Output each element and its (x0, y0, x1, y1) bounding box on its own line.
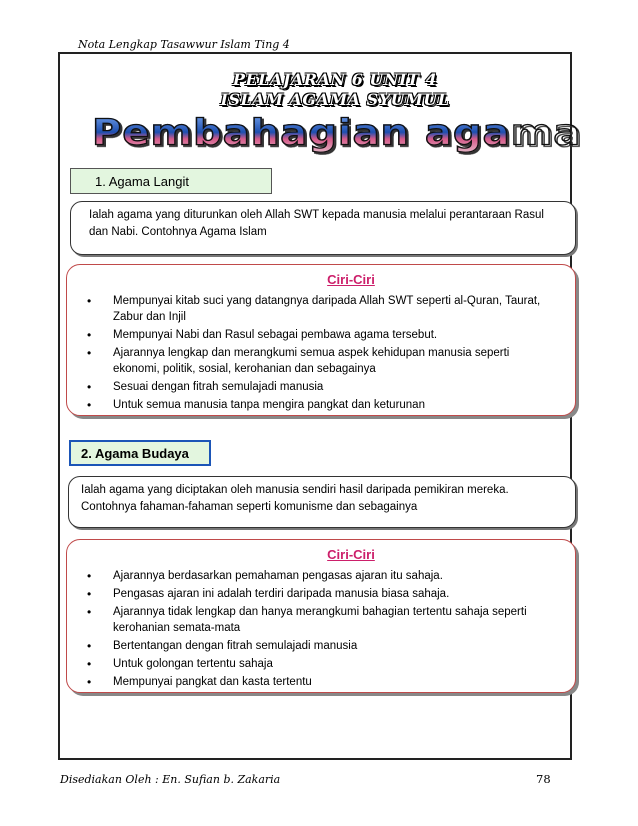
list-item-text: Sesuai dengan fitrah semulajadi manusia (113, 381, 324, 393)
list-item-text: Untuk semua manusia tanpa mengira pangkat dan keturunan (113, 399, 425, 411)
section1-label: 1. Agama Langit (70, 168, 272, 194)
bullet-icon: • (87, 639, 92, 653)
list-item-text: Mempunyai Nabi dan Rasul sebagai pembawa agama tersebut. (113, 329, 438, 341)
bullet-icon: • (87, 398, 92, 412)
list-item-text: Ajarannya tidak lengkap dan hanya merangkumi bahagian tertentu sahaja seperti kerohanian semata-mata (113, 606, 527, 634)
lesson-title: PELAJARAN 6 UNIT 4 (232, 70, 438, 89)
list-item-text: Mempunyai pangkat dan kasta tertentu (113, 676, 312, 688)
page-number: 78 (536, 772, 551, 786)
list-item-text: Pengasas ajaran ini adalah terdiri daripada manusia biasa sahaja. (113, 588, 450, 600)
bullet-icon: • (87, 587, 92, 601)
bullet-icon: • (87, 605, 92, 619)
header-note: Nota Lengkap Tasawwur Islam Ting 4 (78, 38, 290, 51)
list-item (67, 345, 575, 377)
list-item (67, 674, 575, 690)
section1-ciri-box (66, 264, 576, 416)
bullet-icon: • (87, 380, 92, 394)
bullet-icon: • (87, 328, 92, 342)
bullet-icon: • (87, 346, 92, 360)
list-item-text: Bertentangan dengan fitrah semulajadi manusia (113, 640, 358, 652)
list-item-text: Mempunyai kitab suci yang datangnya daripada Allah SWT seperti al-Quran, Taurat, Zabur dan Injil (113, 295, 541, 323)
list-item-text: Ajarannya lengkap dan merangkumi semua aspek kehidupan manusia seperti ekonomi, politik, sosial, kerohanian dan sebagainya (113, 347, 510, 375)
section2-label: 2. Agama Budaya (69, 440, 211, 466)
list-item-text: Untuk golongan tertentu sahaja (113, 658, 273, 670)
list-item-text: Ajarannya berdasarkan pemahaman pengasas ajaran itu sahaja. (113, 570, 443, 582)
section2-ciri-box (66, 539, 576, 693)
bullet-icon: • (87, 675, 92, 689)
bullet-icon: • (87, 294, 92, 308)
bullet-icon: • (87, 569, 92, 583)
list-item (67, 327, 575, 343)
section1-definition: Ialah agama yang diturunkan oleh Allah SWT kepada manusia melalui perantaraan Rasul dan Nabi. Contohnya Agama Islam (70, 201, 576, 255)
list-item (67, 568, 575, 584)
list-item (67, 604, 575, 636)
list-item (67, 397, 575, 413)
banner-wordart: Pembahagian agama (92, 112, 512, 157)
list-item (67, 656, 575, 672)
footer-author: Disediakan Oleh : En. Sufian b. Zakaria (60, 773, 281, 786)
bullet-icon: • (87, 657, 92, 671)
section2-ciri-list (67, 568, 575, 692)
lesson-subtitle: ISLAM AGAMA SYUMUL (220, 90, 450, 109)
section2-ciri-title: Ciri-Ciri (327, 547, 375, 562)
section1-ciri-list (67, 293, 575, 415)
section1-ciri-title: Ciri-Ciri (327, 272, 375, 287)
list-item (67, 638, 575, 654)
section2-definition: Ialah agama yang diciptakan oleh manusia sendiri hasil daripada pemikiran mereka. Contohnya fahaman-fahaman seperti komunisme dan sebagainya (68, 476, 576, 528)
list-item (67, 293, 575, 325)
list-item (67, 586, 575, 602)
list-item (67, 379, 575, 395)
